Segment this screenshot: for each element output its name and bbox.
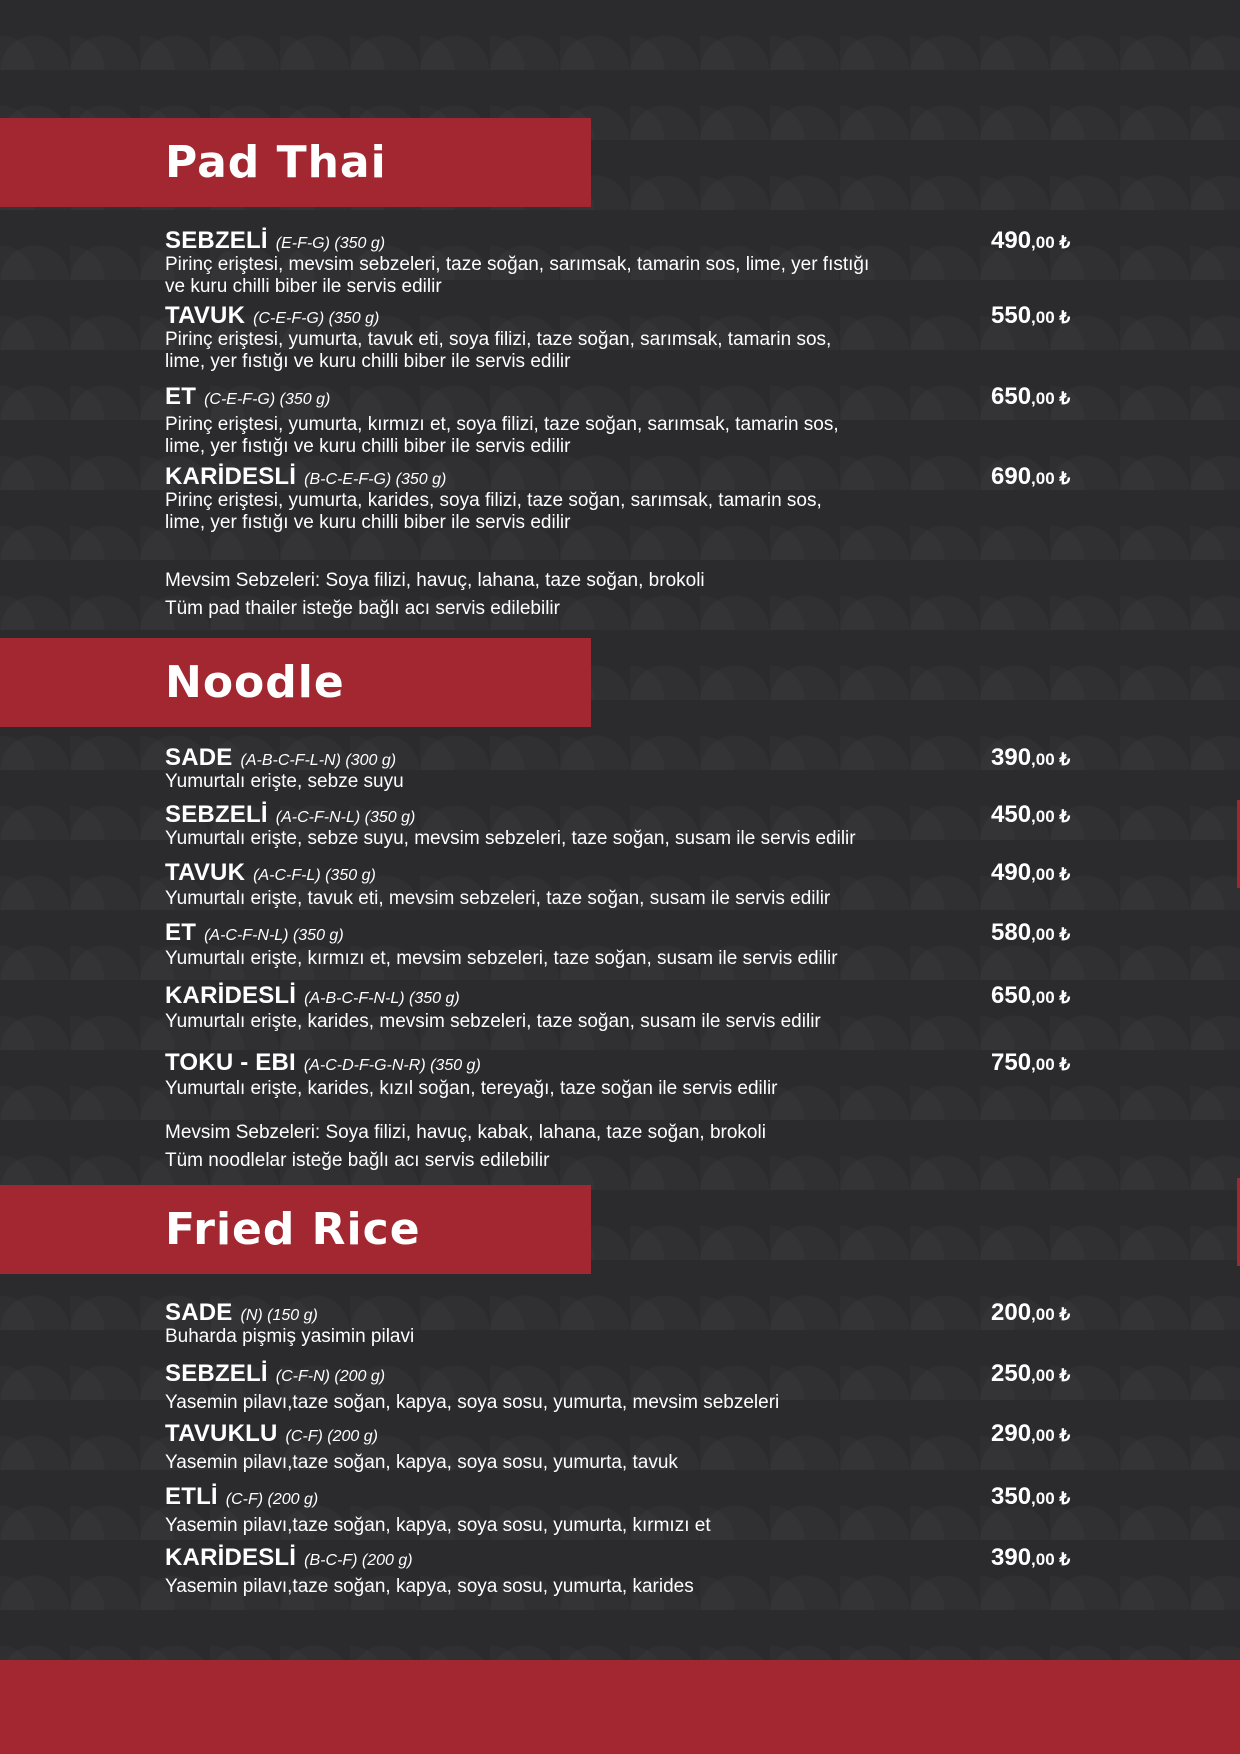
- item-price: 650,00 ₺: [991, 383, 1071, 410]
- menu-item: [165, 1421, 1240, 1474]
- menu-item: [165, 1050, 1240, 1100]
- item-name: SEBZELİ: [165, 227, 268, 254]
- item-description: Pirinç eriştesi, yumurta, kırmızı et, soya filizi, taze soğan, sarımsak, tamarin sos, lime, yer fıstığı ve kuru chilli biber ile servis edilir: [165, 414, 839, 457]
- item-description: Pirinç eriştesi, yumurta, karides, soya filizi, taze soğan, sarımsak, tamarin sos, lime, yer fıstığı ve kuru chilli biber ile servis edilir: [165, 490, 822, 533]
- item-description: Yumurtalı erişte, karides, kızıl soğan, tereyağı, taze soğan ile servis edilir: [165, 1078, 778, 1099]
- menu-item: [165, 920, 1240, 970]
- item-price: 490,00 ₺: [991, 227, 1071, 254]
- menu-item: [165, 303, 1240, 373]
- item-name: ETLİ: [165, 1483, 218, 1510]
- item-name: SEBZELİ: [165, 1360, 268, 1387]
- menu-item: [165, 860, 1240, 910]
- item-allergens-weight: (E-F-G) (350 g): [275, 235, 386, 252]
- menu-item: [165, 228, 1240, 298]
- menu-item: [165, 802, 1240, 850]
- item-allergens-weight: (B-C-F) (200 g): [304, 1552, 413, 1569]
- section-title: Pad Thai: [165, 137, 387, 188]
- item-name: ET: [165, 919, 197, 946]
- item-price: 390,00 ₺: [991, 744, 1071, 771]
- menu-item: [165, 384, 1240, 458]
- menu-item: [165, 745, 1240, 793]
- item-price: 750,00 ₺: [991, 1049, 1071, 1076]
- item-price: 350,00 ₺: [991, 1483, 1071, 1510]
- item-description: Yasemin pilavı,taze soğan, kapya, soya sosu, yumurta, kırmızı et: [165, 1515, 711, 1536]
- item-allergens-weight: (C-E-F-G) (350 g): [204, 391, 331, 408]
- item-description: Yasemin pilavı,taze soğan, kapya, soya sosu, yumurta, tavuk: [165, 1452, 678, 1473]
- item-name: TAVUK: [165, 859, 246, 886]
- item-name: KARİDESLİ: [165, 463, 297, 490]
- menu-item: [165, 1361, 1240, 1414]
- item-name: TAVUKLU: [165, 1420, 278, 1447]
- footer-band: [0, 1660, 1240, 1754]
- item-name: SADE: [165, 744, 233, 771]
- menu-item: [165, 983, 1240, 1033]
- item-allergens-weight: (A-B-C-F-N-L) (350 g): [304, 990, 460, 1007]
- section-banner-fried-rice: [0, 1185, 591, 1274]
- section-note: Tüm pad thailer isteğe bağlı acı servis edilebilir: [165, 598, 560, 619]
- item-description: Pirinç eriştesi, mevsim sebzeleri, taze soğan, sarımsak, tamarin sos, lime, yer fıstığı ve kuru chilli biber ile servis edilir: [165, 254, 870, 297]
- section-title: Noodle: [165, 657, 345, 708]
- section-title: Fried Rice: [165, 1204, 421, 1255]
- menu-item: [165, 1300, 1240, 1348]
- item-description: Buharda pişmiş yasimin pilavi: [165, 1326, 415, 1347]
- menu-item: [165, 464, 1240, 534]
- item-name: ET: [165, 383, 197, 410]
- item-allergens-weight: (A-C-D-F-G-N-R) (350 g): [303, 1057, 481, 1074]
- item-description: Yasemin pilavı,taze soğan, kapya, soya sosu, yumurta, mevsim sebzeleri: [165, 1392, 780, 1413]
- item-allergens-weight: (C-F) (200 g): [285, 1428, 378, 1445]
- item-price: 550,00 ₺: [991, 302, 1071, 329]
- item-allergens-weight: (B-C-E-F-G) (350 g): [304, 471, 447, 488]
- section-note: Tüm noodlelar isteğe bağlı acı servis edilebilir: [165, 1150, 550, 1171]
- menu-item: [165, 1484, 1240, 1537]
- item-description: Yumurtalı erişte, tavuk eti, mevsim sebzeleri, taze soğan, susam ile servis edilir: [165, 888, 831, 909]
- item-price: 450,00 ₺: [991, 801, 1071, 828]
- item-price: 390,00 ₺: [991, 1544, 1071, 1571]
- item-price: 580,00 ₺: [991, 919, 1071, 946]
- item-description: Pirinç eriştesi, yumurta, tavuk eti, soya filizi, taze soğan, sarımsak, tamarin sos, lime, yer fıstığı ve kuru chilli biber ile servis edilir: [165, 329, 832, 372]
- item-allergens-weight: (A-C-F-N-L) (350 g): [204, 927, 344, 944]
- item-allergens-weight: (C-F) (200 g): [225, 1491, 319, 1508]
- menu-item: [165, 1545, 1240, 1598]
- item-description: Yumurtalı erişte, sebze suyu, mevsim sebzeleri, taze soğan, susam ile servis edilir: [165, 828, 856, 849]
- item-name: TAVUK: [165, 302, 246, 329]
- item-price: 290,00 ₺: [991, 1420, 1071, 1447]
- item-description: Yumurtalı erişte, karides, mevsim sebzeleri, taze soğan, susam ile servis edilir: [165, 1011, 821, 1032]
- item-name: KARİDESLİ: [165, 982, 297, 1009]
- section-banner-noodle: [0, 638, 591, 727]
- item-description: Yumurtalı erişte, kırmızı et, mevsim sebzeleri, taze soğan, susam ile servis edilir: [165, 948, 838, 969]
- item-allergens-weight: (N) (150 g): [240, 1307, 318, 1324]
- item-allergens-weight: (C-E-F-G) (350 g): [253, 310, 380, 327]
- item-description: Yasemin pilavı,taze soğan, kapya, soya sosu, yumurta, karides: [165, 1576, 694, 1597]
- item-name: SEBZELİ: [165, 801, 268, 828]
- item-price: 690,00 ₺: [991, 463, 1071, 490]
- item-allergens-weight: (C-F-N) (200 g): [275, 1368, 386, 1385]
- item-name: SADE: [165, 1299, 233, 1326]
- item-price: 250,00 ₺: [991, 1360, 1071, 1387]
- section-note: Mevsim Sebzeleri: Soya filizi, havuç, lahana, taze soğan, brokoli: [165, 570, 705, 591]
- item-name: KARİDESLİ: [165, 1544, 297, 1571]
- item-description: Yumurtalı erişte, sebze suyu: [165, 771, 404, 792]
- item-price: 650,00 ₺: [991, 982, 1071, 1009]
- item-allergens-weight: (A-C-F-N-L) (350 g): [275, 809, 416, 826]
- item-allergens-weight: (A-B-C-F-L-N) (300 g): [240, 752, 397, 769]
- section-banner-pad-thai: [0, 118, 591, 207]
- item-price: 200,00 ₺: [991, 1299, 1071, 1326]
- item-price: 490,00 ₺: [991, 859, 1071, 886]
- item-allergens-weight: (A-C-F-L) (350 g): [253, 867, 376, 884]
- section-note: Mevsim Sebzeleri: Soya filizi, havuç, kabak, lahana, taze soğan, brokoli: [165, 1122, 766, 1143]
- item-name: TOKU - EBI: [165, 1049, 296, 1076]
